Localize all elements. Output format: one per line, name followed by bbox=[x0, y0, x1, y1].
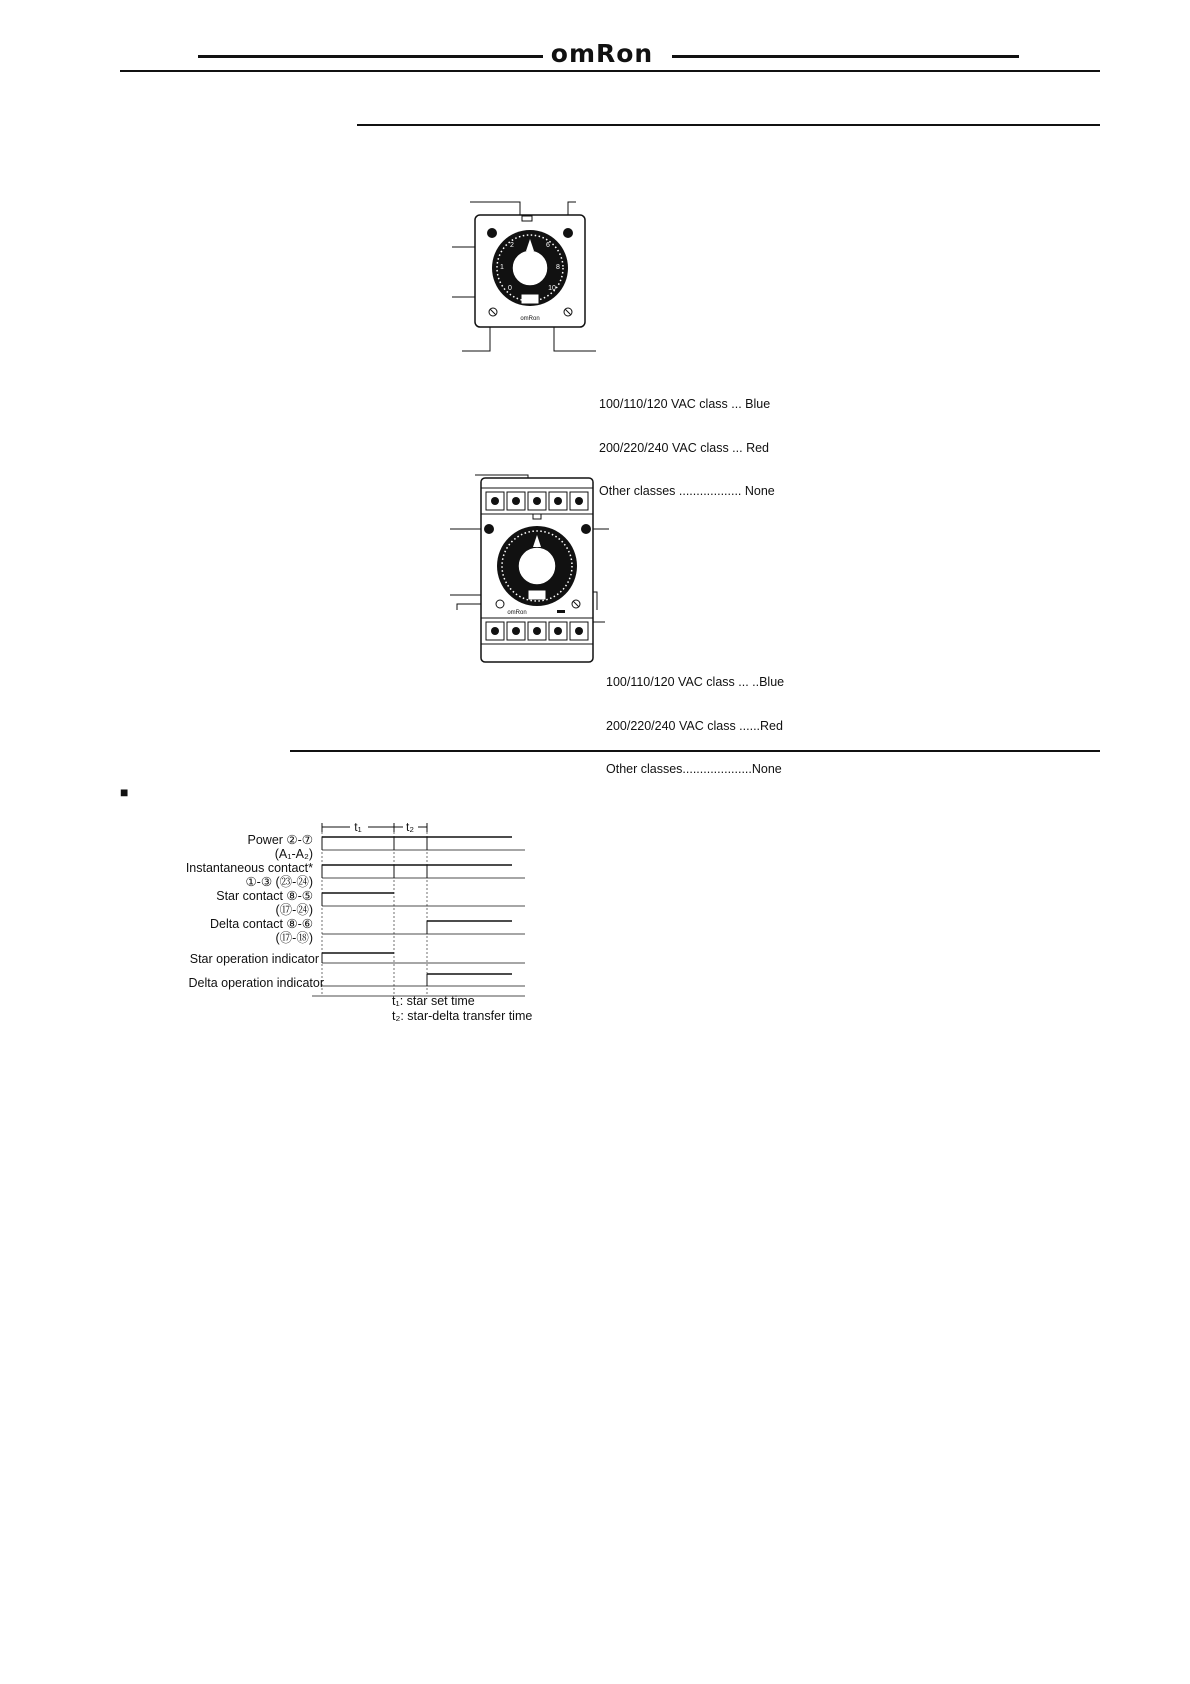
output-indicator-icon bbox=[563, 228, 573, 238]
legend-line: Other classes .................. None bbox=[599, 484, 775, 498]
dial-knob bbox=[512, 250, 548, 286]
legend-line: 200/220/240 VAC class ... Red bbox=[599, 440, 770, 455]
legend-line: 100/110/120 VAC class ... ..Blue bbox=[606, 675, 785, 689]
voltage-color-legend-bottom bbox=[606, 646, 784, 791]
timing-row-label: Power ②-⑦ bbox=[247, 833, 313, 847]
section-rule-top bbox=[357, 124, 1100, 126]
legend-line: Other classes....................None bbox=[606, 762, 782, 776]
dial-logo: omRon bbox=[520, 316, 540, 322]
dial-logo: omRon bbox=[507, 610, 527, 616]
header-rule-right bbox=[672, 55, 1019, 58]
omron-logo: omRon bbox=[550, 39, 654, 68]
svg-text:2: 2 bbox=[510, 242, 514, 249]
range-window bbox=[529, 591, 545, 599]
timing-row-label: (⑰-㉔) bbox=[275, 903, 313, 917]
timing-row-label: ①-③ (㉓-㉔) bbox=[245, 875, 313, 889]
timer-terminal-model-diagram bbox=[445, 470, 625, 670]
legend-line: 200/220/240 VAC class ......Red bbox=[606, 718, 783, 733]
top-tab bbox=[522, 216, 532, 221]
timing-row-label: Star contact ⑧-⑤ bbox=[216, 889, 313, 903]
timing-row-label: Instantaneous contact* bbox=[185, 861, 313, 875]
header-underline bbox=[120, 70, 1100, 72]
power-indicator-icon bbox=[484, 524, 494, 534]
output-indicator-icon bbox=[581, 524, 591, 534]
power-indicator-icon bbox=[487, 228, 497, 238]
timing-note: t₁: star set time bbox=[392, 994, 475, 1008]
timing-note: t₂: star-delta transfer time bbox=[392, 1009, 533, 1023]
timing-row-label: Delta operation indicator bbox=[188, 976, 324, 990]
timing-row-label: Delta contact ⑧-⑥ bbox=[209, 917, 313, 931]
interval-label-t2: t₂ bbox=[406, 820, 414, 834]
legend-line: 100/110/120 VAC class ... Blue bbox=[599, 397, 771, 411]
voltage-color-legend-top bbox=[599, 368, 775, 513]
svg-text:6: 6 bbox=[546, 242, 550, 249]
timer-front-panel-diagram bbox=[440, 195, 610, 355]
timing-row-label: Star operation indicator bbox=[189, 952, 319, 966]
svg-text:10: 10 bbox=[548, 285, 556, 292]
timing-row-label: (⑰-⑱) bbox=[275, 931, 313, 945]
svg-text:8: 8 bbox=[556, 264, 560, 271]
timing-row-label: (A₁-A₂) bbox=[274, 847, 313, 861]
svg-text:1: 1 bbox=[500, 264, 504, 271]
mounting-screw-icon bbox=[496, 600, 504, 608]
dial-knob bbox=[518, 547, 556, 585]
section-rule-middle bbox=[290, 750, 1100, 752]
range-window bbox=[522, 295, 538, 303]
header-rule-left bbox=[198, 55, 543, 58]
section-bullet-icon: ■ bbox=[120, 784, 129, 800]
interval-label-t1: t₁ bbox=[354, 820, 362, 834]
timing-chart-plot bbox=[300, 820, 540, 1000]
svg-text:0: 0 bbox=[508, 285, 512, 292]
